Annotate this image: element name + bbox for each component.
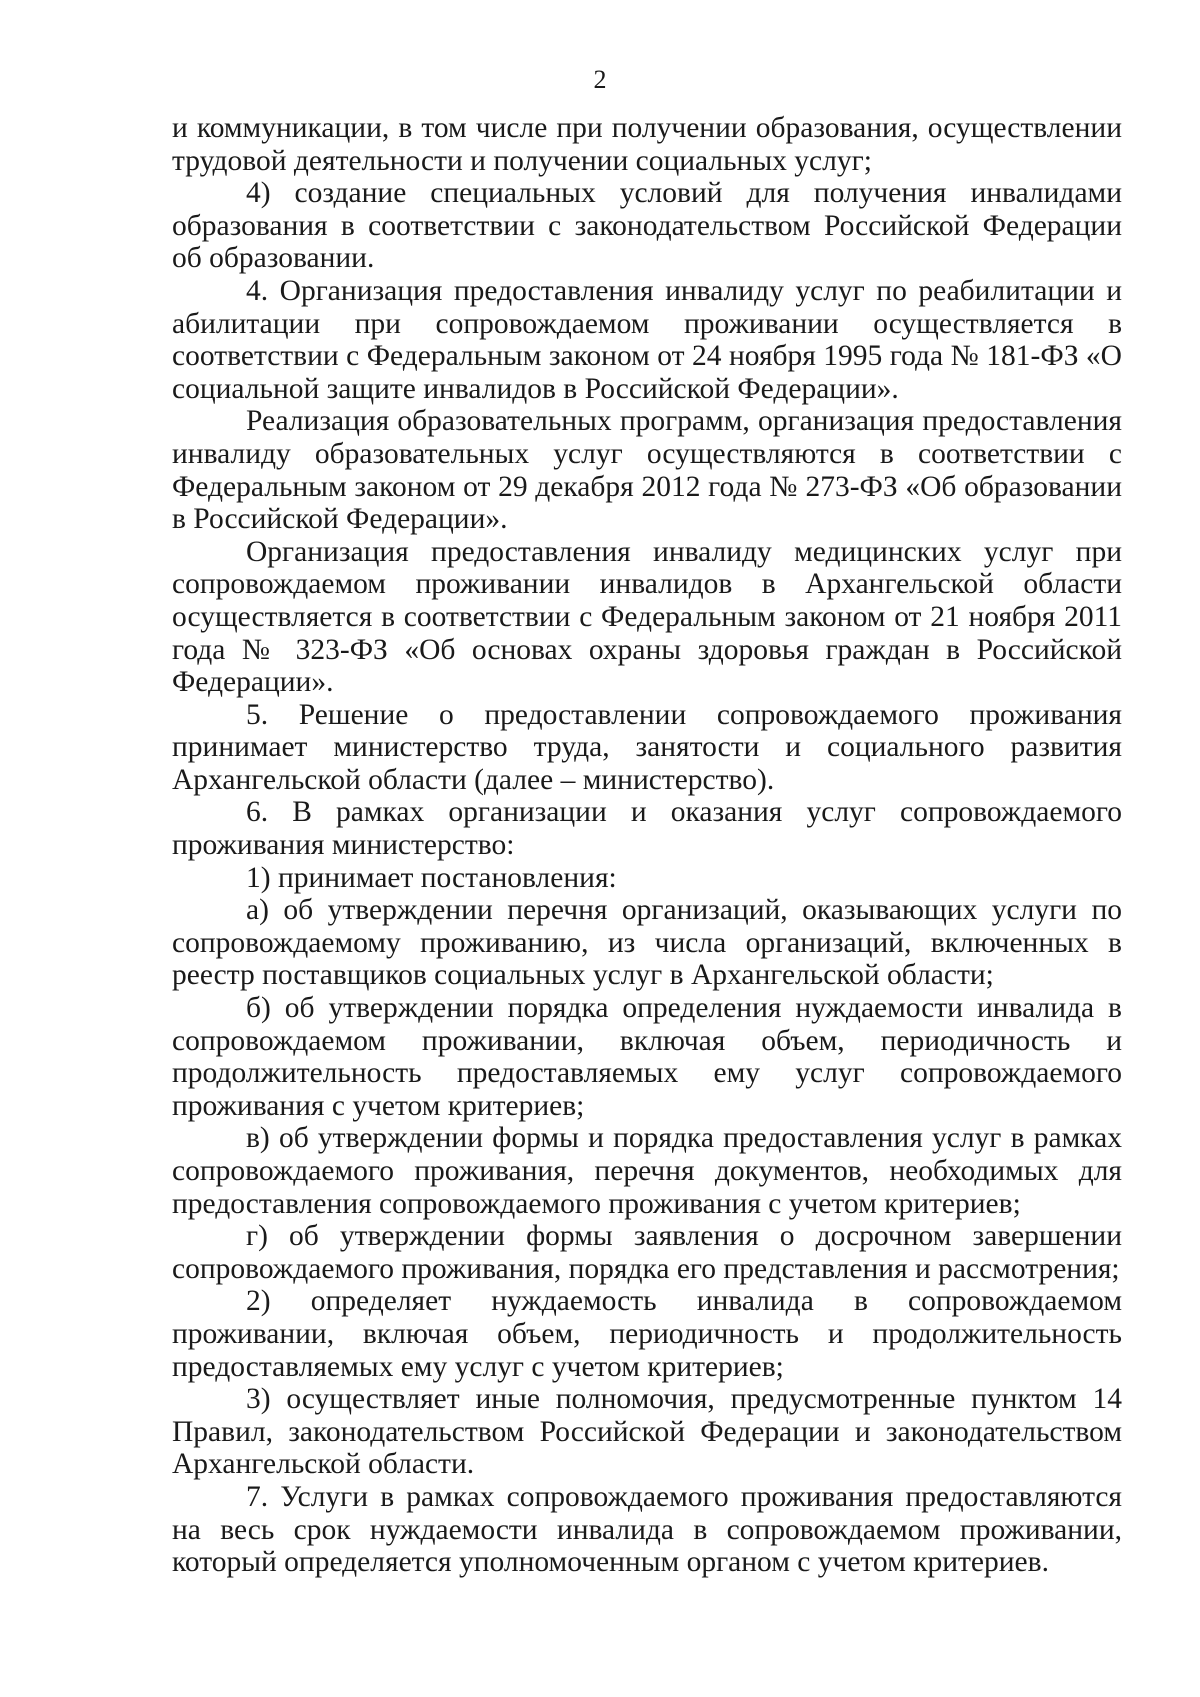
paragraph: 3) осуществляет иные полномочия, предусмотренные пунктом 14 Правил, законодательством Российской Федерации и законодательством Архангельской области.	[172, 1383, 1122, 1481]
paragraph: г) об утверждении формы заявления о досрочном завершении сопровождаемого проживания, порядка его представления и рассмотрения;	[172, 1220, 1122, 1285]
paragraph: 6. В рамках организации и оказания услуг сопровождаемого проживания министерство:	[172, 796, 1122, 862]
paragraph: 2) определяет нуждаемость инвалида в сопровождаемом проживании, включая объем, периодичность и продолжительность предоставляемых ему услуг с учетом критериев;	[172, 1285, 1122, 1383]
paragraph: 5. Решение о предоставлении сопровождаемого проживания принимает министерство труда, занятости и социального развития Архангельской области (далее – министерство).	[172, 698, 1122, 796]
paragraph: и коммуникации, в том числе при получении образования, осуществлении трудовой деятельности и получении социальных услуг;	[172, 112, 1122, 177]
paragraph: а) об утверждении перечня организаций, оказывающих услуги по сопровождаемому проживанию, из числа организаций, включенных в реестр поставщиков социальных услуг в Архангельской области;	[172, 894, 1122, 992]
document-body	[172, 112, 1122, 1579]
paragraph: Реализация образовательных программ, организация предоставления инвалиду образовательных услуг осуществляются в соответствии с Федеральным законом от 29 декабря 2012 года № 273-ФЗ «Об образовании в Российской Федерации».	[172, 405, 1122, 536]
paragraph: 4. Организация предоставления инвалиду услуг по реабилитации и абилитации при сопровождаемом проживании осуществляется в соответствии с Федеральным законом от 24 ноября 1995 года № 181-ФЗ «О социальной защите инвалидов в Российской Федерации».	[172, 274, 1122, 405]
paragraph: в) об утверждении формы и порядка предоставления услуг в рамках сопровождаемого проживания, перечня документов, необходимых для предоставления сопровождаемого проживания с учетом критериев;	[172, 1122, 1122, 1220]
paragraph: б) об утверждении порядка определения нуждаемости инвалида в сопровождаемом проживании, включая объем, периодичность и продолжительность предоставляемых ему услуг сопровождаемого проживания с учетом критериев;	[172, 992, 1122, 1122]
page-number: 2	[593, 65, 607, 94]
paragraph: 4) создание специальных условий для получения инвалидами образования в соответствии с законодательством Российской Федерации об образовании.	[172, 177, 1122, 275]
paragraph: Организация предоставления инвалиду медицинских услуг при сопровождаемом проживании инвалидов в Архангельской области осуществляется в соответствии с Федеральным законом от 21 ноября 2011 года № 323-ФЗ «Об основах охраны здоровья граждан в Российской Федерации».	[172, 535, 1122, 699]
paragraph: 1) принимает постановления:	[246, 861, 617, 894]
paragraph: 7. Услуги в рамках сопровождаемого проживания предоставляются на весь срок нуждаемости инвалида в сопровождаемом проживании, который определяется уполномоченным органом с учетом критериев.	[172, 1480, 1122, 1579]
